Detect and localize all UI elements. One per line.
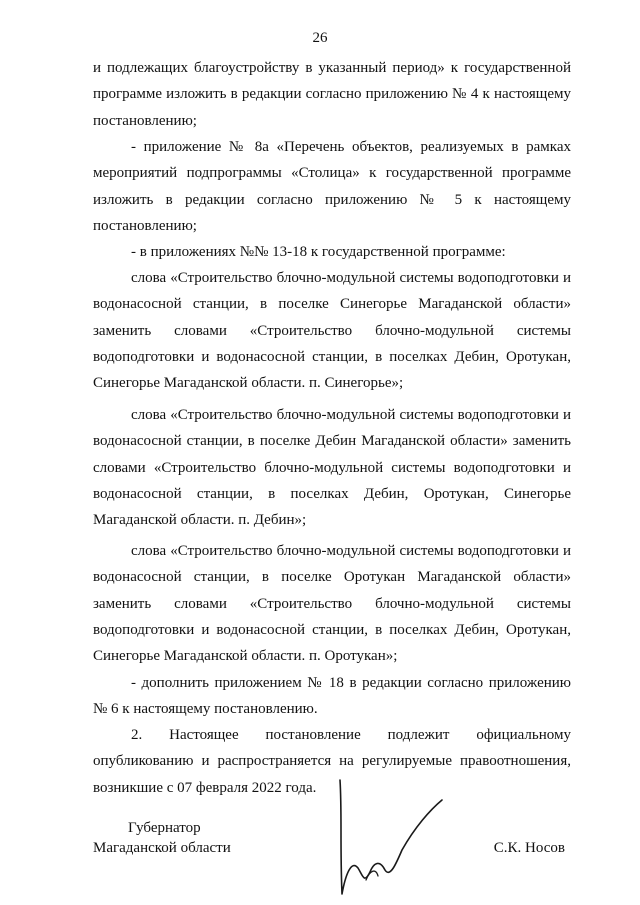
signatory-title-line-1: Губернатор	[128, 820, 201, 836]
page-number: 26	[312, 30, 328, 46]
paragraph-2: - приложение № 8а «Перечень объектов, реализуемых в рамках мероприятий подпрограммы «Столица» к государственной программе изложить в редакции согласно приложению № 5 к настоящему постановлению;	[93, 139, 571, 234]
paragraph-5: слова «Строительство блочно-модульной системы водоподготовки и водонасосной станции, в поселке Дебин Магаданской области» заменить словами «Строительство блочно-модульной системы водоподготовки и водонасосной станции, в поселках Дебин, Оротукан, Синегорье Магаданской области. п. Дебин»;	[93, 407, 571, 529]
paragraph-8: 2. Настоящее постановление подлежит официальному опубликованию и распространяется на регулируемые правоотношения, возникшие с 07 февраля 2022 года.	[93, 727, 571, 796]
signatory-title-line-2: Магаданской области	[93, 840, 231, 856]
paragraph-4: слова «Строительство блочно-модульной системы водоподготовки и водонасосной станции, в поселке Синегорье Магаданской области» заменить словами «Строительство блочно-модульной системы водоподготовки и водонасосной станции, в поселках Дебин, Оротукан, Синегорье Магаданской области. п. Синегорье»;	[93, 270, 571, 392]
paragraph-7: - дополнить приложением № 18 в редакции согласно приложению № 6 к настоящему постановлению.	[93, 675, 571, 718]
signature-block	[93, 820, 571, 880]
paragraph-3: - в приложениях №№ 13-18 к государственной программе:	[131, 244, 506, 260]
paragraph-1: и подлежащих благоустройству в указанный период» к государственной программе изложить в редакции согласно приложению № 4 к настоящему постановлению;	[93, 60, 571, 129]
signatory-name: С.К. Носов	[493, 840, 565, 856]
paragraph-6: слова «Строительство блочно-модульной системы водоподготовки и водонасосной станции, в поселке Оротукан Магаданской области» заменить словами «Строительство блочно-модульной системы водоподготовки и водонасосной станции, в поселках Дебин, Оротукан, Синегорье Магаданской области. п. Оротукан»;	[93, 543, 571, 665]
